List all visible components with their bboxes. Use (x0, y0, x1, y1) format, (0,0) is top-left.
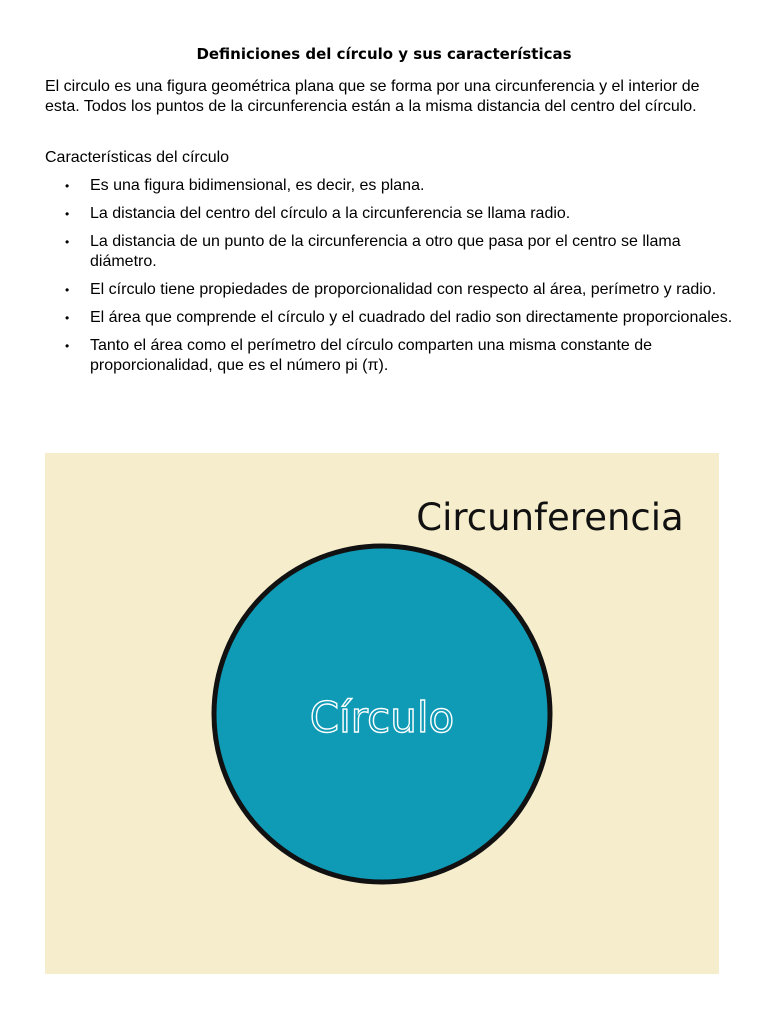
list-item (45, 232, 735, 272)
bullet-icon: • (65, 311, 70, 325)
bullet-icon: • (65, 339, 70, 353)
circle-label: Círculo (309, 693, 455, 742)
document-title: Definiciones del círculo y sus características (196, 45, 572, 63)
section-heading: Características del círculo (45, 149, 230, 166)
list-item (45, 336, 735, 376)
intro-paragraph: El circulo es una figura geométrica plana que se forma por una circunferencia y el interior de esta. Todos los puntos de la circunferencia están a la misma distancia del centro del círculo. (45, 78, 700, 115)
bullet-icon: • (65, 235, 70, 249)
circle-diagram (45, 453, 719, 974)
bullet-icon: • (65, 179, 70, 193)
list-item (45, 308, 735, 328)
list-item-text: El círculo tiene propiedades de proporcionalidad con respecto al área, perímetro y radio. (90, 281, 717, 298)
list-item-text: Tanto el área como el perímetro del círculo comparten una misma constante de proporcionalidad, que es el número pi (π). (90, 337, 653, 374)
list-item (45, 280, 735, 300)
list-item-text: La distancia de un punto de la circunferencia a otro que pasa por el centro se llama diámetro. (90, 233, 681, 270)
bullet-icon: • (65, 283, 70, 297)
list-item-text: La distancia del centro del círculo a la circunferencia se llama radio. (90, 205, 571, 222)
bullet-icon: • (65, 207, 70, 221)
list-item-text: Es una figura bidimensional, es decir, es plana. (90, 177, 425, 194)
circumference-label: Circunferencia (416, 496, 684, 539)
list-item-text: El área que comprende el círculo y el cuadrado del radio son directamente proporcionales. (90, 309, 733, 326)
characteristics-list (45, 176, 735, 384)
circle-figure (45, 453, 719, 974)
list-item (45, 176, 735, 196)
list-item (45, 204, 735, 224)
